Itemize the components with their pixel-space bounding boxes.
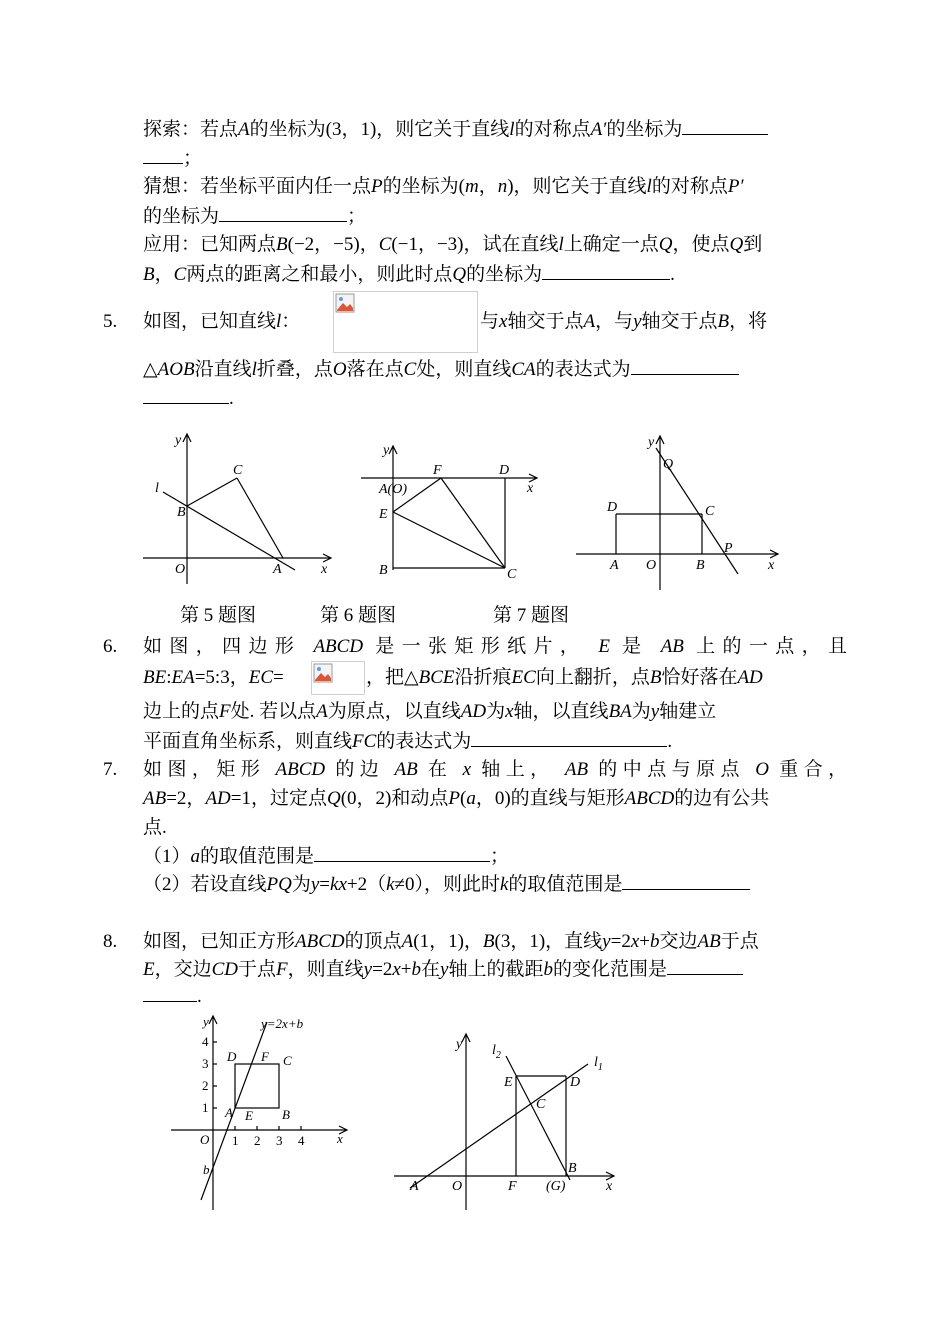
figure-7 bbox=[570, 428, 785, 593]
guess-line-1: 猜想：若坐标平面内任一点P的坐标为(m，n)，则它关于直线l的对称点P′ bbox=[143, 176, 744, 197]
point-label-E: E bbox=[379, 507, 388, 522]
line-label-l2: $l_2$ bbox=[492, 1043, 501, 1061]
point-label-A: A bbox=[225, 1105, 233, 1120]
answer-blank[interactable] bbox=[219, 203, 347, 222]
point-label-E: E bbox=[504, 1075, 513, 1090]
broken-image-icon bbox=[335, 293, 355, 313]
point-label-D: D bbox=[607, 500, 618, 515]
point-label-B: B bbox=[282, 1107, 290, 1122]
y-axis-label: y bbox=[175, 433, 182, 448]
question-number: 5. bbox=[103, 311, 118, 332]
q7-line-2: AB=2，AD=1，过定点Q(0，2)和动点P(a，0)的直线与矩形ABCD的边有公共 bbox=[143, 788, 770, 809]
y-axis-label: y bbox=[383, 443, 390, 458]
q7-line-3: 点. bbox=[143, 817, 167, 838]
point-label-F: F bbox=[433, 463, 442, 478]
x-axis-label: x bbox=[527, 481, 534, 496]
q6-line-2b: ，把△BCE沿折痕EC向上翻折，点B恰好落在AD bbox=[366, 667, 763, 688]
apply-line-1: 应用：已知两点B(−2，−5)，C(−1，−3)，试在直线l上确定一点Q，使点Q到 bbox=[143, 234, 763, 255]
point-label-C: C bbox=[283, 1053, 292, 1068]
point-label-D: D bbox=[227, 1049, 237, 1064]
point-label-B: B bbox=[379, 563, 388, 578]
q5-line-2: △AOB沿直线l折叠，点O落在点C处，则直线CA的表达式为 bbox=[143, 356, 739, 383]
answer-blank[interactable] bbox=[143, 983, 197, 1002]
broken-image-placeholder bbox=[311, 661, 365, 695]
x-axis-label: x bbox=[337, 1131, 343, 1146]
point-label-O: O bbox=[452, 1179, 463, 1194]
answer-blank[interactable] bbox=[631, 356, 739, 375]
y-tick-2: 2 bbox=[202, 1078, 209, 1093]
x-tick-3: 3 bbox=[276, 1133, 283, 1148]
answer-blank[interactable] bbox=[667, 956, 743, 975]
figure-7-caption: 第 7 题图 bbox=[493, 605, 570, 626]
figure-9 bbox=[390, 1030, 625, 1215]
point-label-B: B bbox=[568, 1161, 577, 1176]
point-label-B: B bbox=[696, 558, 705, 573]
point-label-F: F bbox=[261, 1049, 269, 1064]
line-equation-label: y=2x+b bbox=[261, 1016, 304, 1031]
point-label-Q: Q bbox=[663, 457, 674, 472]
question-number: 8. bbox=[103, 931, 118, 952]
point-label-AO: A(O) bbox=[379, 482, 407, 497]
explore-line-1: 探索：若点A的坐标为(3，1)，则它关于直线l的对称点A′的坐标为 bbox=[143, 116, 768, 143]
q8-line-2: E，交边CD于点F，则直线y=2x+b在y轴上的截距b的变化范围是 bbox=[143, 956, 743, 983]
point-label-C: C bbox=[536, 1097, 546, 1112]
q6-line-4: 平面直角坐标系，则直线FC的表达式为 . bbox=[143, 728, 672, 755]
figure-6 bbox=[355, 436, 555, 586]
q5-line-1a: 如图，已知直线l： bbox=[143, 311, 301, 332]
y-tick-1: 1 bbox=[202, 1100, 209, 1115]
figure-5-caption: 第 5 题图 bbox=[180, 605, 257, 626]
q7-line-4: （1）a的取值范围是 ； bbox=[143, 843, 509, 870]
question-number: 7. bbox=[103, 759, 118, 780]
point-label-E: E bbox=[245, 1108, 253, 1123]
point-label-D: D bbox=[570, 1075, 581, 1090]
figure-6-caption: 第 6 题图 bbox=[320, 605, 397, 626]
intercept-label-b: b bbox=[203, 1162, 210, 1177]
x-tick-4: 4 bbox=[298, 1133, 305, 1148]
point-label-C: C bbox=[233, 463, 243, 478]
point-label-A: A bbox=[273, 562, 282, 577]
line-label-l: l bbox=[155, 481, 159, 496]
y-axis-label: y bbox=[648, 435, 655, 450]
x-axis-label: x bbox=[768, 558, 775, 573]
q8-line-3: . bbox=[143, 983, 202, 1010]
x-tick-1: 1 bbox=[232, 1133, 239, 1148]
question-number: 6. bbox=[103, 636, 118, 657]
q7-line-1: 如图，矩形 ABCD 的边 AB 在 x 轴上， AB 的中点与原点 O 重合， bbox=[143, 759, 848, 780]
origin-label: O bbox=[200, 1132, 210, 1147]
answer-blank[interactable] bbox=[622, 871, 750, 890]
point-label-C: C bbox=[705, 504, 715, 519]
y-axis-label: y bbox=[456, 1037, 463, 1052]
q5-line-3: . bbox=[143, 385, 234, 412]
answer-blank[interactable] bbox=[682, 116, 768, 135]
explore-line-2: ； bbox=[143, 145, 202, 172]
point-label-O: O bbox=[175, 562, 186, 577]
line-label-l1: $l_1$ bbox=[594, 1055, 603, 1073]
guess-line-2: 的坐标为 ； bbox=[143, 203, 366, 230]
broken-image-placeholder bbox=[333, 291, 478, 353]
answer-blank[interactable] bbox=[143, 385, 229, 404]
x-axis-label: x bbox=[606, 1179, 613, 1194]
q8-line-1: 如图，已知正方形ABCD的顶点A(1，1)，B(3，1)，直线y=2x+b交边AB于点 bbox=[143, 931, 759, 952]
point-label-C: C bbox=[507, 567, 517, 582]
y-tick-3: 3 bbox=[202, 1056, 209, 1071]
point-label-D: D bbox=[499, 463, 510, 478]
answer-blank[interactable] bbox=[143, 145, 183, 164]
answer-blank[interactable] bbox=[314, 843, 490, 862]
figure-8 bbox=[165, 1010, 355, 1215]
x-tick-2: 2 bbox=[254, 1133, 261, 1148]
apply-line-2: B，C两点的距离之和最小，则此时点Q的坐标为 . bbox=[143, 261, 675, 288]
broken-image-icon bbox=[313, 663, 333, 683]
point-label-G: (G) bbox=[546, 1179, 566, 1194]
y-axis-label: y bbox=[203, 1014, 209, 1029]
point-label-F: F bbox=[508, 1179, 517, 1194]
q6-line-2a: BE:EA=5:3，EC= bbox=[143, 667, 284, 688]
point-label-P: P bbox=[724, 541, 733, 556]
figure-5 bbox=[135, 422, 345, 587]
point-label-A: A bbox=[410, 1179, 419, 1194]
q6-line-1: 如图，四边形 ABCD 是一张矩形纸片， E 是 AB 上的一点，且 bbox=[143, 636, 847, 657]
q7-line-5: （2）若设直线PQ为y=kx+2（k≠0），则此时k的取值范围是 bbox=[143, 871, 750, 898]
q5-line-1b: 与x轴交于点A，与y轴交于点B，将 bbox=[480, 311, 768, 332]
answer-blank[interactable] bbox=[471, 728, 667, 747]
point-label-O: O bbox=[646, 558, 657, 573]
y-tick-4: 4 bbox=[202, 1034, 209, 1049]
point-label-A: A bbox=[610, 558, 619, 573]
q6-line-3: 边上的点F处. 若以点A为原点，以直线AD为x轴，以直线BA为y轴建立 bbox=[143, 701, 717, 722]
answer-blank[interactable] bbox=[542, 261, 670, 280]
x-axis-label: x bbox=[321, 562, 328, 577]
point-label-B: B bbox=[177, 505, 186, 520]
